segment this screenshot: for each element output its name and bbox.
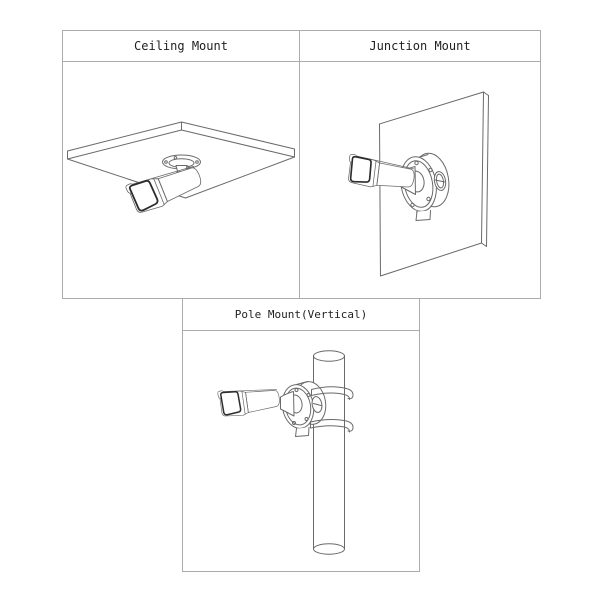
bottom-conduit-tab — [416, 211, 431, 221]
bullet-camera — [217, 383, 281, 419]
panel-title-junction-mount: Junction Mount — [300, 31, 540, 62]
ceiling-mount-illustration — [63, 62, 299, 298]
vertical-pole — [314, 351, 345, 554]
camera-arm — [281, 392, 295, 417]
panel-pole-mount-vertical — [182, 298, 420, 572]
bottom-conduit-tab — [296, 428, 310, 437]
junction-mount-illustration — [300, 62, 540, 298]
panel-title-ceiling-mount: Ceiling Mount — [63, 31, 299, 62]
panel-title-pole-mount-vertical: Pole Mount(Vertical) — [183, 299, 419, 331]
pole-mount-illustration — [183, 331, 419, 571]
panel-ceiling-mount — [62, 30, 300, 299]
panel-junction-mount — [299, 30, 541, 299]
